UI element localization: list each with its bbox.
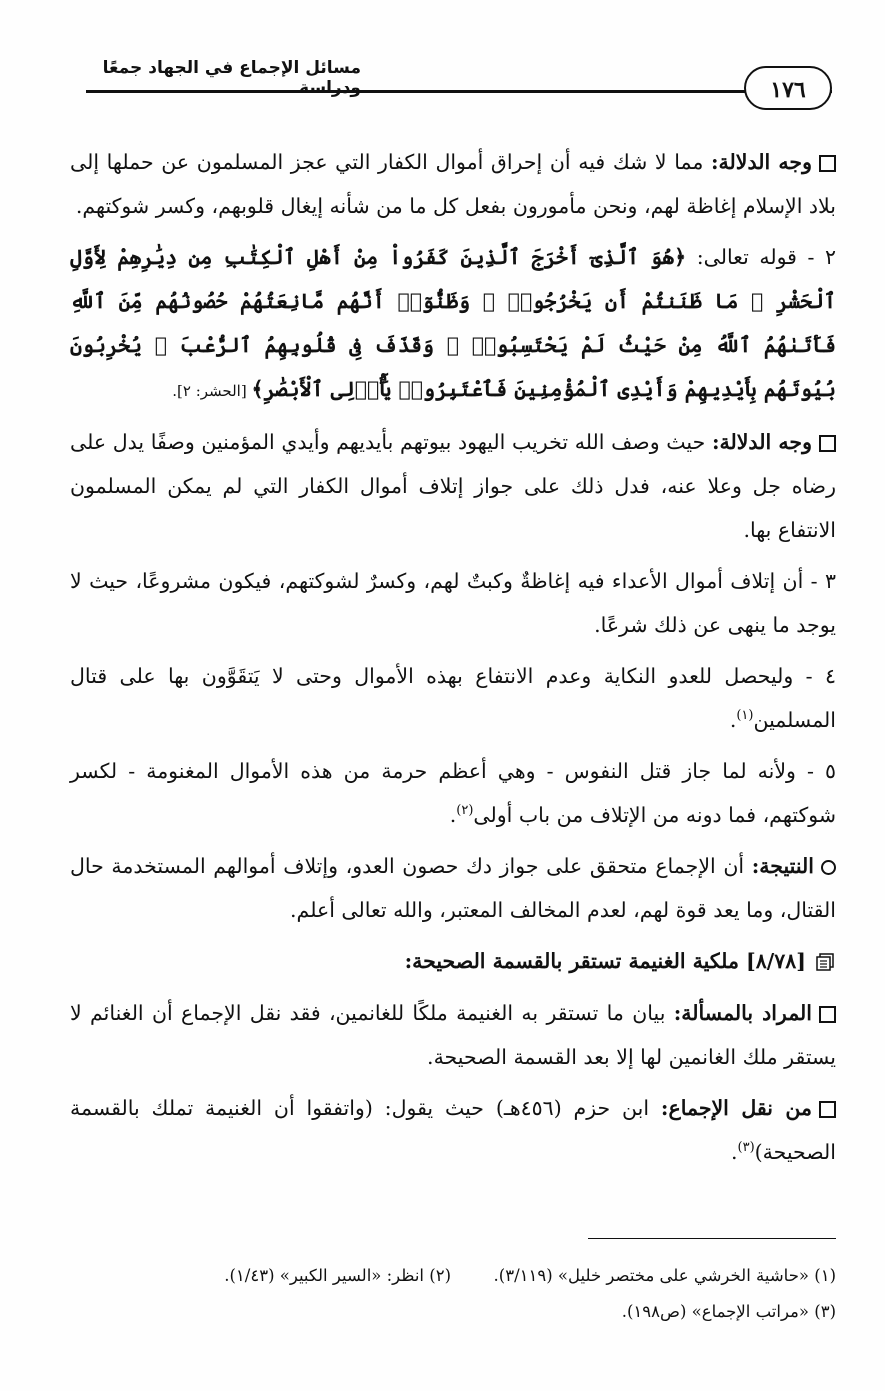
paragraph-point-3: ٣ - أن إتلاف أموال الأعداء فيه إغاظةٌ وكبتٌ لهم، وكسرٌ لشوكتهم، فيكون مشروعًا، حيث لا يوجد ما ينهى عن ذلك شرعًا. <box>70 569 836 637</box>
paragraph-evidence-2 <box>70 420 836 552</box>
square-bullet-icon <box>819 155 836 172</box>
footnote-marker: (١) <box>736 708 754 724</box>
paragraph-quran-verse <box>70 235 836 413</box>
footnote-separator <box>588 1238 836 1239</box>
paragraph-text: مما لا شك فيه أن إحراق أموال الكفار التي عجز المسلمون عن حملها إلى بلاد الإسلام إغاظة لهم، ونحن مأمورون بفعل كل ما من شأنه إيغال قلوبهم، وكسر شوكتهم. <box>70 150 836 218</box>
paragraph-label: النتيجة: <box>751 854 814 878</box>
square-bullet-icon <box>819 1006 836 1023</box>
quran-verse: ﴿هُوَ ٱلَّذِىٓ أَخْرَجَ ٱلَّذِينَ كَفَرُواْ مِنْ أَهْلِ ٱلْكِتَٰبِ مِن دِيَٰرِهِمْ لِأَوَّلِ ٱلْحَشْرِ ۚ مَا ظَنَنتُمْ أَن يَخْرُجُوا۟ ۖ وَظَنُّوٓا۟ أَنَّهُم مَّانِعَتُهُمْ حُصُونُهُم مِّنَ ٱللَّهِ فَأَتَىٰهُمُ ٱللَّهُ مِنْ حَيْثُ لَمْ يَحْتَسِبُوا۟ ۖ وَقَذَفَ فِى قُلُوبِهِمُ ٱلرُّعْبَ ۚ يُخْرِبُونَ بُيُوتَهُم بِأَيْدِيهِمْ وَأَيْدِى ٱلْمُؤْمِنِينَ فَٱعْتَبِرُوا۟ يَٰٓأُو۟لِى ٱلْأَبْصَٰرِ﴾ <box>70 245 836 401</box>
page-header <box>0 0 885 120</box>
paragraph-text: بيان ما تستقر به الغنيمة ملكًا للغانمين، فقد نقل الإجماع أن الغنائم لا يستقر ملك الغانمين لها إلا بعد القسمة الصحيحة. <box>70 1001 836 1069</box>
paragraph-point-4 <box>70 654 836 742</box>
paragraph-end: . <box>729 708 737 732</box>
paragraph-text: أن الإجماع متحقق على جواز دك حصون العدو، وإتلاف أموالهم المستخدمة حال القتال، وما يعد قوة لهم، لعدم المخالف المعتبر، والله تعالى أعلم. <box>70 854 836 922</box>
footnote-3: (٣) «مراتب الإجماع» (ص١٩٨). <box>621 1302 836 1321</box>
running-title: مسائل الإجماع في الجهاد جمعًا ودراسة <box>102 58 361 98</box>
square-bullet-icon <box>819 435 836 452</box>
paragraph-text: ٤ - وليحصل للعدو النكاية وعدم الانتفاع بهذه الأموال وحتى لا يَتقَوَّون بها على قتال المسلمين <box>70 664 836 732</box>
paragraph-label: وجه الدلالة: <box>711 430 812 454</box>
footnote-2: (٢) انظر: «السير الكبير» (١/٤٣). <box>224 1266 451 1285</box>
paragraph-text: حيث وصف الله تخريب اليهود بيوتهم بأيديهم وأيدي المؤمنين وصفًا يدل على رضاه جل وعلا عنه، فدل ذلك على جواز إتلاف أموال الكفار التي لم يمكن المسلمون الانتفاع بها. <box>70 430 836 542</box>
footnote-marker: (٢) <box>456 803 474 819</box>
paragraph-intent <box>70 991 836 1079</box>
paragraph-evidence-1 <box>70 140 836 228</box>
page-body <box>70 140 836 1181</box>
footnotes <box>86 1258 836 1330</box>
header-rule <box>86 90 832 93</box>
footnote-1: (١) «حاشية الخرشي على مختصر خليل» (٣/١١٩). <box>493 1266 836 1285</box>
section-heading-text: [٨/٧٨] ملكية الغنيمة تستقر بالقسمة الصحيحة: <box>404 949 806 973</box>
ring-bullet-icon <box>821 860 836 875</box>
paragraph-label: من نقل الإجماع: <box>660 1096 813 1120</box>
paragraph-consensus-source <box>70 1086 836 1174</box>
verse-reference: [الحشر: ٢]. <box>172 382 252 400</box>
paragraph-text: ابن حزم (٤٥٦هـ) حيث يقول: (واتفقوا أن الغنيمة تملك بالقسمة الصحيحة) <box>70 1096 836 1164</box>
footnote-marker: (٣) <box>737 1140 755 1156</box>
paragraph-intro: ٢ - قوله تعالى: <box>686 245 836 269</box>
paragraph-label: المراد بالمسألة: <box>673 1001 812 1025</box>
paragraph-text: ٥ - ولأنه لما جاز قتل النفوس - وهي أعظم حرمة من هذه الأموال المغنومة - لكسر شوكتهم، فما دونه من الإتلاف من باب أولى <box>70 759 836 827</box>
paragraph-label: وجه الدلالة: <box>710 150 812 174</box>
section-heading <box>70 939 836 983</box>
paragraph-end: . <box>449 803 457 827</box>
paragraph-point-5 <box>70 749 836 837</box>
page-number-badge: ١٧٦ <box>744 66 832 110</box>
paragraph-result <box>70 844 836 932</box>
paragraph-end: . <box>730 1140 738 1164</box>
stacked-pages-icon <box>814 952 836 974</box>
square-bullet-icon <box>819 1101 836 1118</box>
